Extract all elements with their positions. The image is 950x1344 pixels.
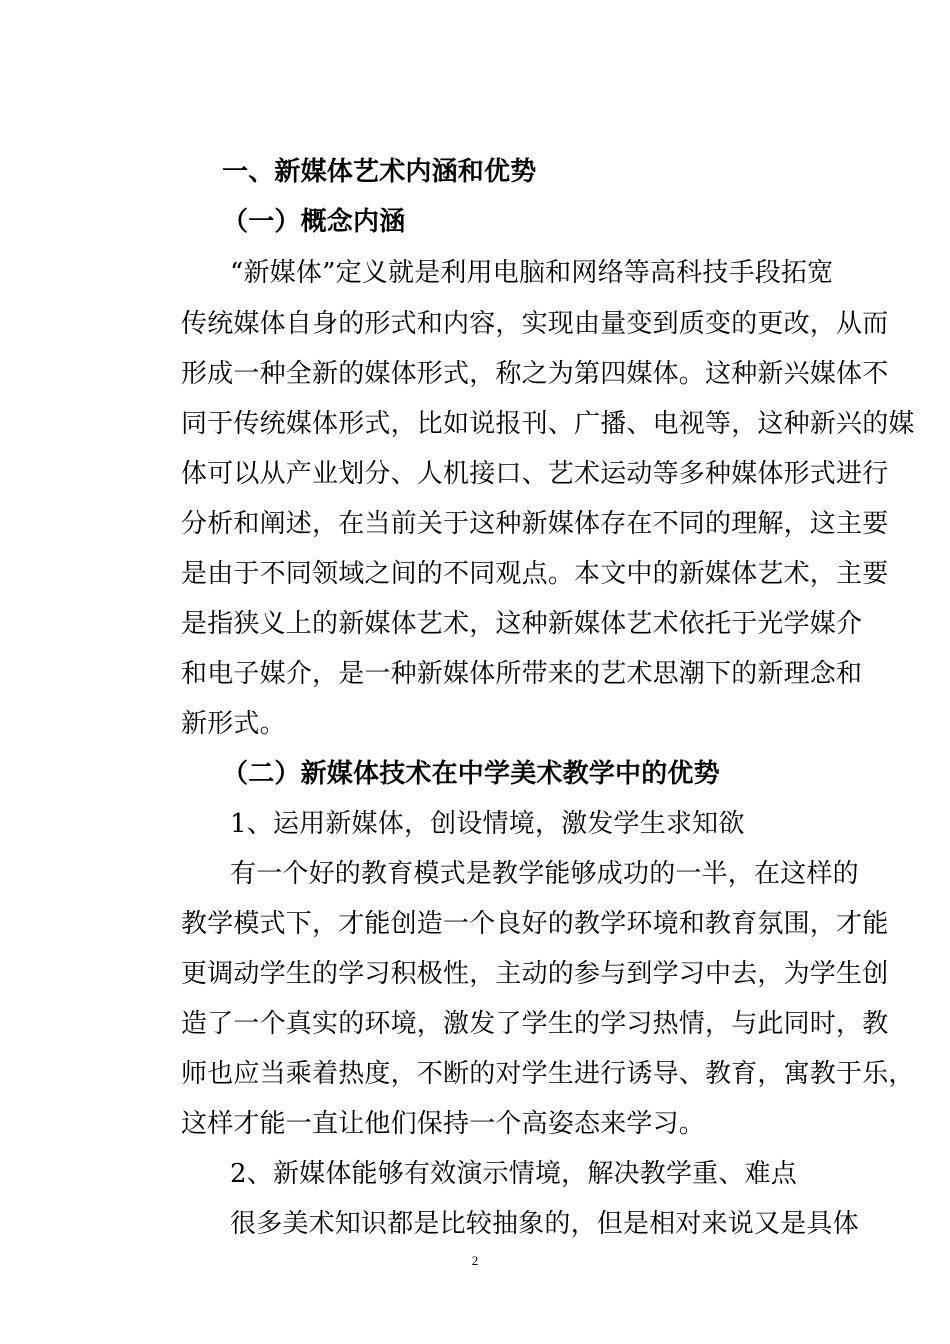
subsection-heading-concept: （一）概念内涵 <box>222 207 406 237</box>
paragraph-line: 教学模式下，才能创造一个良好的教学环境和教育氛围，才能 <box>181 909 889 939</box>
paragraph-line: 是由于不同领域之间的不同观点。本文中的新媒体艺术，主要 <box>181 559 889 589</box>
paragraph-line: 造了一个真实的环境，激发了学生的学习热情，与此同时，教 <box>181 1009 889 1039</box>
paragraph-line: 师也应当乘着热度，不断的对学生进行诱导、教育，寓教于乐， <box>181 1059 915 1089</box>
paragraph-line: 更调动学生的学习积极性，主动的参与到学习中去，为学生创 <box>181 959 889 989</box>
subsection-heading-advantages: （二）新媒体技术在中学美术教学中的优势 <box>222 759 720 789</box>
paragraph-line: 同于传统媒体形式，比如说报刊、广播、电视等，这种新兴的媒 <box>181 409 915 439</box>
paragraph-line: 新形式。 <box>181 709 286 739</box>
paragraph-line: “新媒体”定义就是利用电脑和网络等高科技手段拓宽 <box>230 258 834 288</box>
paragraph-line: 这样才能一直让他们保持一个高姿态来学习。 <box>181 1109 706 1139</box>
paragraph-line: 有一个好的教育模式是教学能够成功的一半，在这样的 <box>230 859 859 889</box>
point-title: 2、新媒体能够有效演示情境，解决教学重、难点 <box>230 1159 797 1189</box>
paragraph-line: 传统媒体自身的形式和内容，实现由量变到质变的更改，从而 <box>181 309 889 339</box>
paragraph-line: 和电子媒介，是一种新媒体所带来的艺术思潮下的新理念和 <box>181 659 863 689</box>
paragraph-line: 很多美术知识都是比较抽象的，但是相对来说又是具体 <box>230 1209 859 1239</box>
paragraph-line: 形成一种全新的媒体形式，称之为第四媒体。这种新兴媒体不 <box>181 359 889 389</box>
page-number: 2 <box>471 1253 479 1268</box>
paragraph-line: 分析和阐述，在当前关于这种新媒体存在不同的理解，这主要 <box>181 509 889 539</box>
section-heading: 一、新媒体艺术内涵和优势 <box>222 157 537 187</box>
point-title: 1、运用新媒体，创设情境，激发学生求知欲 <box>230 809 745 839</box>
paragraph-line: 体可以从产业划分、人机接口、艺术运动等多种媒体形式进行 <box>181 459 889 489</box>
paragraph-line: 是指狭义上的新媒体艺术，这种新媒体艺术依托于光学媒介 <box>181 609 863 639</box>
